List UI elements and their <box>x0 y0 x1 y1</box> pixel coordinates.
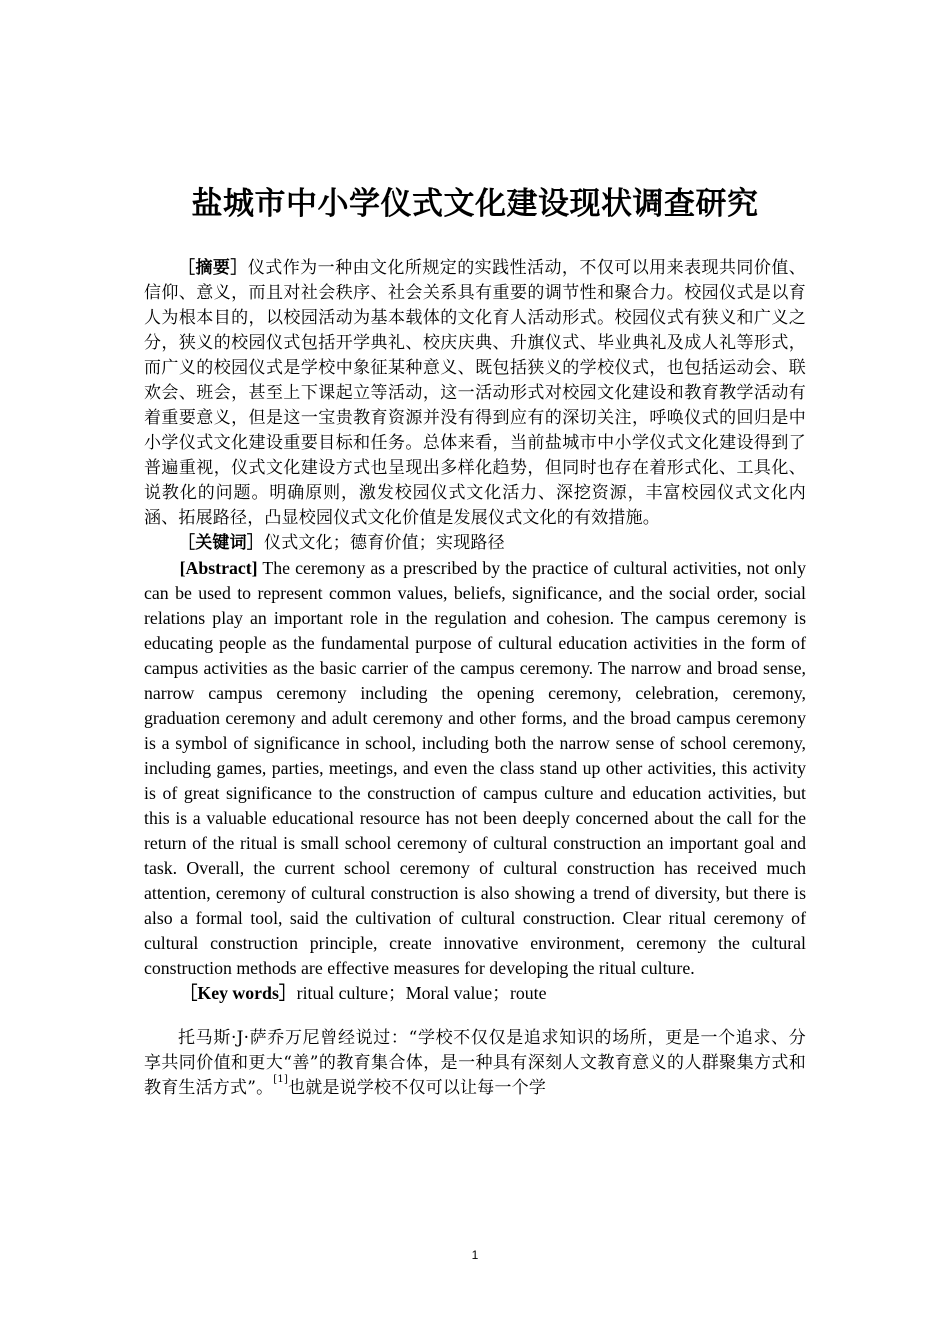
abstract-cn-text: 仪式作为一种由文化所规定的实践性活动，不仅可以用来表现共同价值、信仰、意义，而且对社会秩序、社会关系具有重要的调节性和聚合力。校园仪式是以育人为根本目的，以校园活动为基本载体的文化育人活动形式。校园仪式有狭义和广义之分，狭义的校园仪式包括开学典礼、校庆庆典、升旗仪式、毕业典礼及成人礼等形式，而广义的校园仪式是学校中象征某种意义、既包括狭义的学校仪式，也包括运动会、联欢会、班会，甚至上下课起立等活动，这一活动形式对校园文化建设和教育教学活动有着重要意义，但是这一宝贵教育资源并没有得到应有的深切关注，呼唤仪式的回归是中小学仪式文化建设重要目标和任务。总体来看，当前盐城市中小学仪式文化建设得到了普遍重视，仪式文化建设方式也呈现出多样化趋势，但同时也存在着形式化、工具化、说教化的问题。明确原则，激发校园仪式文化活力、深挖资源，丰富校园仪式文化内涵、拓展路径，凸显校园仪式文化价值是发展仪式文化的有效措施。 <box>144 258 806 528</box>
citation-1[interactable]: [1] <box>273 1074 289 1085</box>
page-number: 1 <box>471 1248 479 1262</box>
keywords-en <box>144 981 806 1006</box>
intro-text-before: 托马斯·J·萨乔万尼曾经说过：“学校不仅仅是追求知识的场所，更是一个追求、分享共同价值和更大“善”的教育集合体，是一种具有深刻人文教育意义的人群聚集方式和教育生活方式”。 <box>144 1028 806 1098</box>
keywords-en-label: ［Key words］ <box>179 983 297 1003</box>
paper-body <box>144 256 806 1101</box>
abstract-cn-label: ［摘要］ <box>178 258 248 278</box>
keywords-cn-text: 仪式文化；德育价值；实现路径 <box>264 533 505 553</box>
abstract-en-text: The ceremony as a prescribed by the practice of cultural activities, not only can be used to represent common values, beliefs, significance, and the social order, social relations play an important role in the regulation and cohesion. The campus ceremony is educating people as the fundamental purpose of cultural education activities in the form of campus activities as the basic carrier of the campus ceremony. The narrow and broad sense, narrow campus ceremony including the opening ceremony, celebration, ceremony, graduation ceremony and adult ceremony and other forms, and the broad campus ceremony is a symbol of significance in school, including both the narrow sense of school ceremony, including games, parties, meetings, and even the class stand up other activities, this activity is of great significance to the construction of campus culture and education activities, but this is a valuable educational resource has not been deeply concerned about the call for the return of the ritual is small school ceremony of cultural construction an important goal and task. Overall, the current school ceremony of cultural construction has received much attention, ceremony of cultural construction is also showing a trend of diversity, but there is also a formal tool, said the cultivation of cultural construction. Clear ritual ceremony of cultural construction principle, create innovative environment, ceremony the cultural construction methods are effective measures for developing the ritual culture. <box>144 558 806 978</box>
intro-paragraph <box>144 1026 806 1101</box>
abstract-en-label: [Abstract] <box>179 558 258 578</box>
abstract-en <box>144 556 806 981</box>
keywords-cn-label: ［关键词］ <box>178 533 264 553</box>
keywords-cn <box>144 531 806 556</box>
section-gap <box>144 1006 806 1026</box>
abstract-cn <box>144 256 806 531</box>
paper-title: 盐城市中小学仪式文化建设现状调查研究 <box>191 186 759 222</box>
keywords-en-text: ritual culture；Moral value；route <box>296 983 547 1003</box>
intro-text-after: 也就是说学校不仅可以让每一个学 <box>288 1078 547 1098</box>
